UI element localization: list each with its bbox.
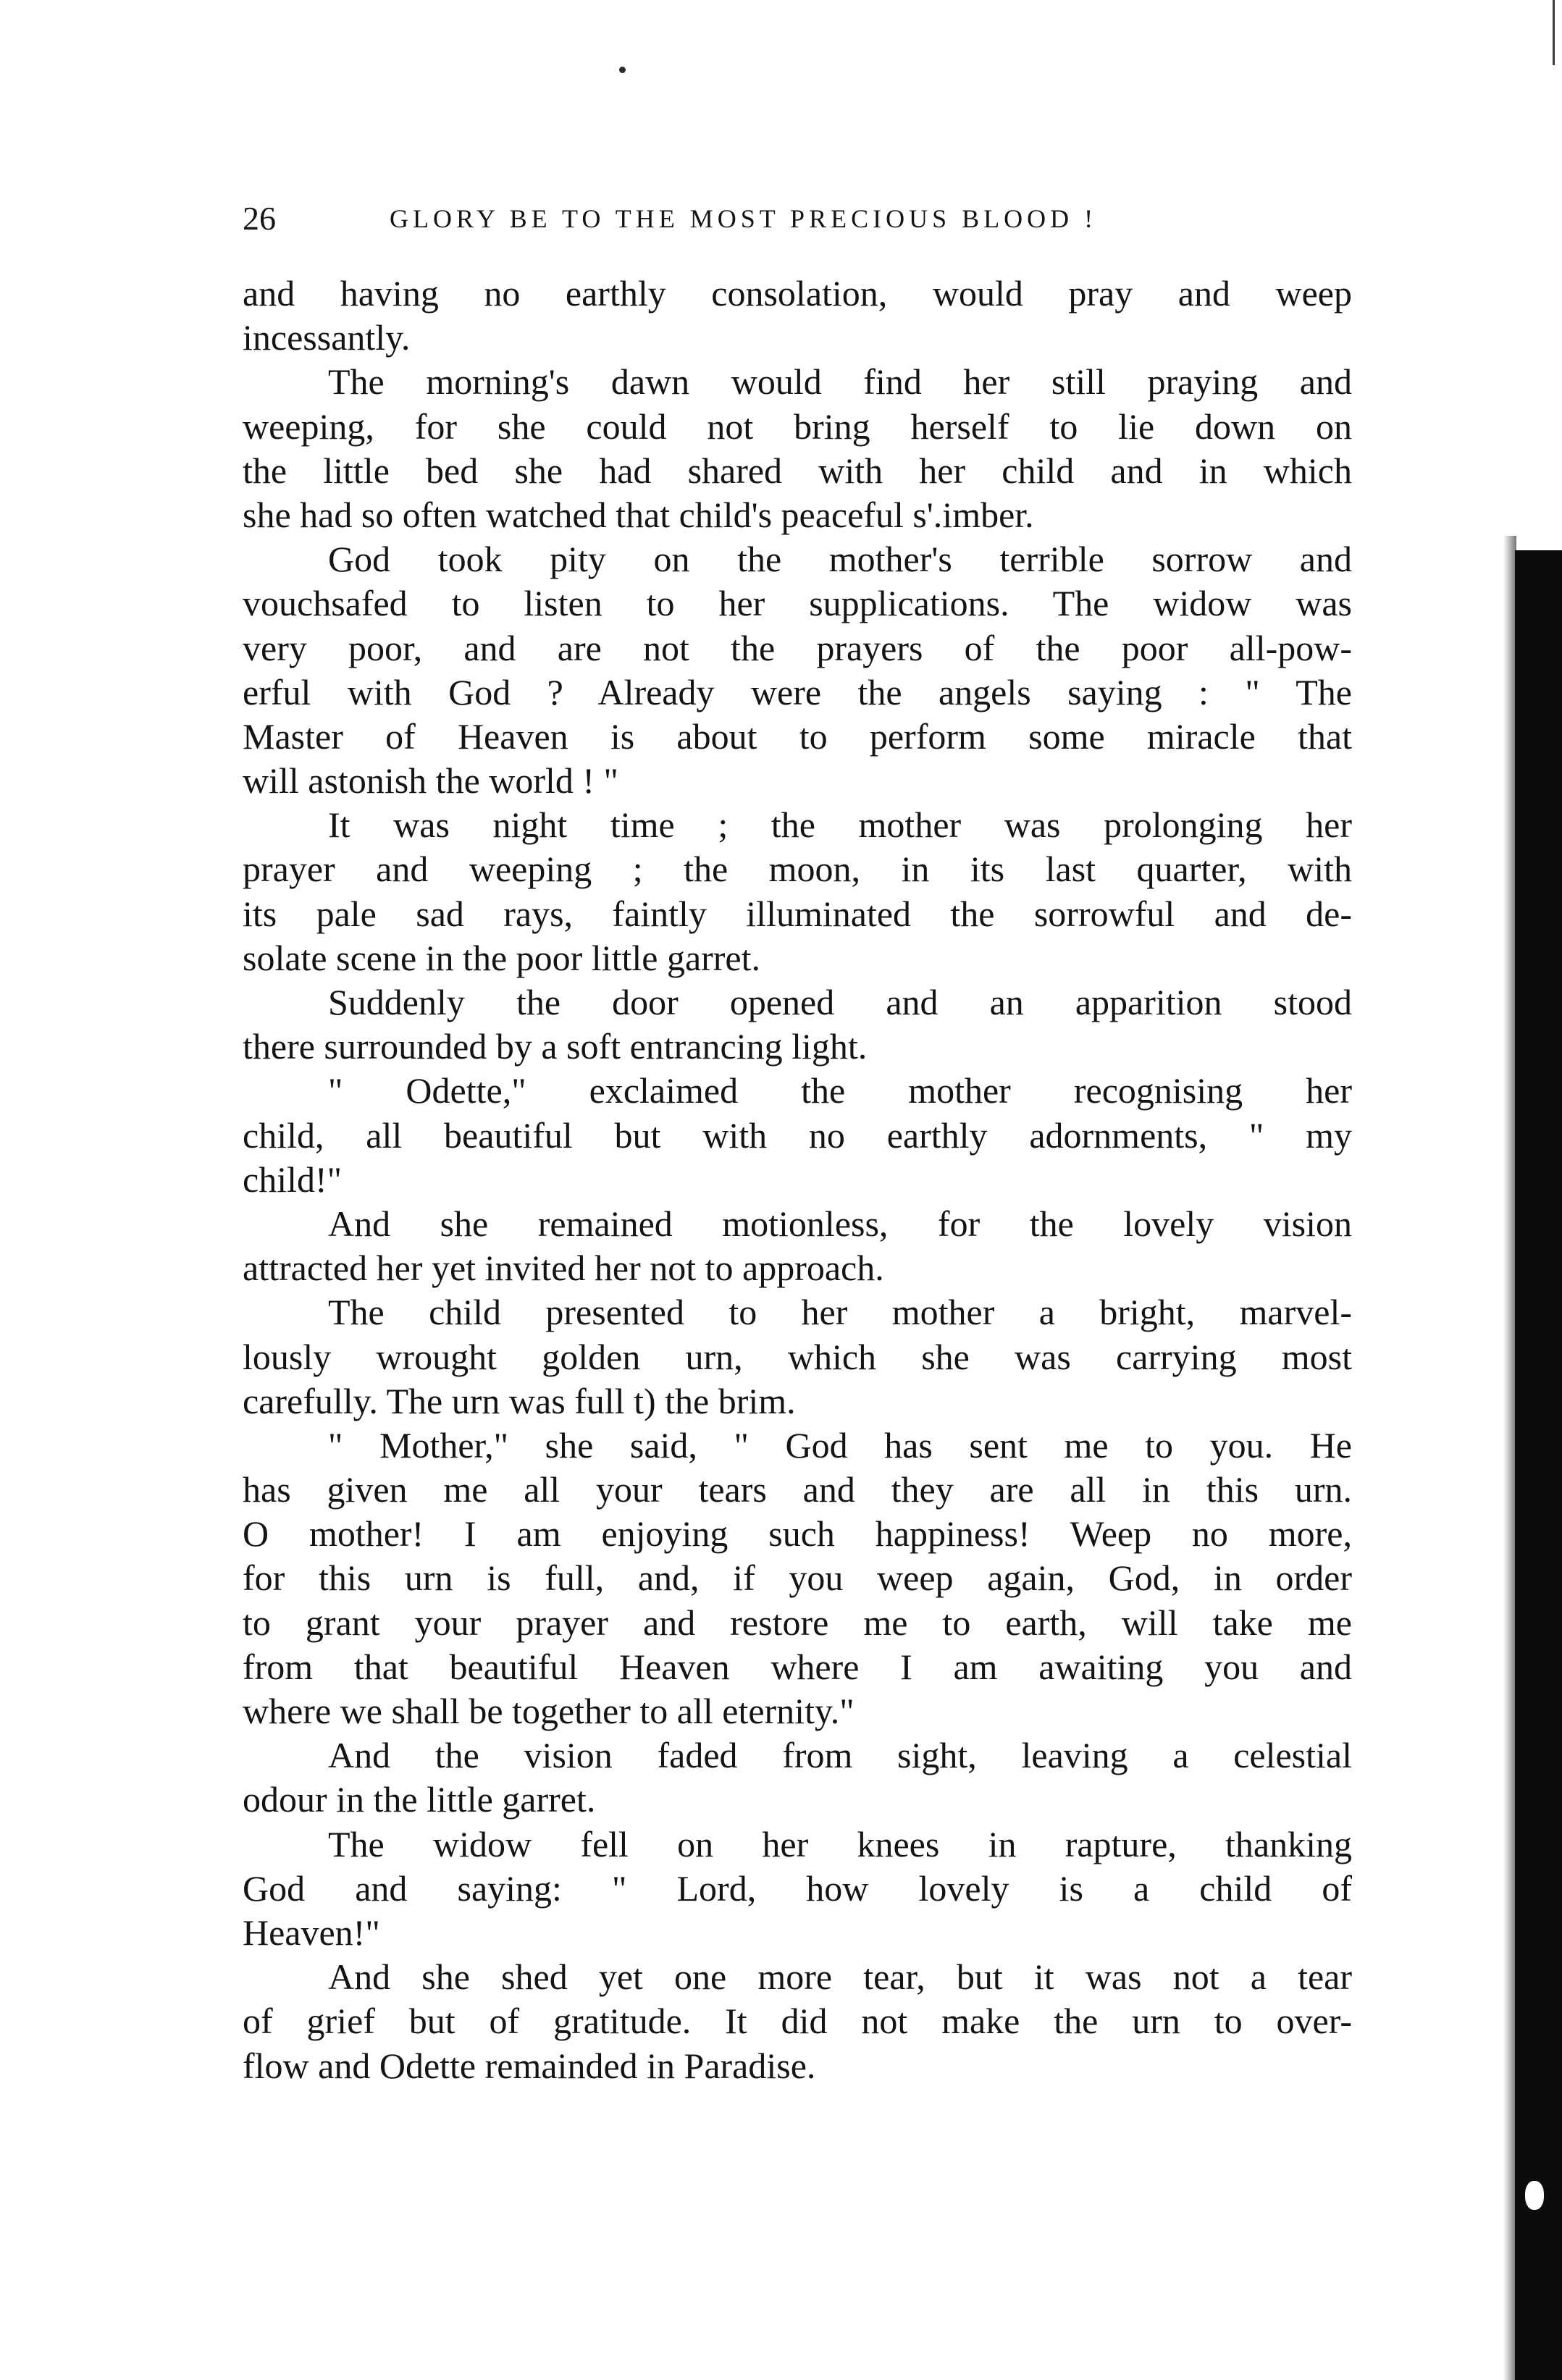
scan-speck — [619, 67, 626, 73]
text-line: carefully. The urn was full t) the brim. — [243, 1380, 796, 1421]
text-line: odour in the little garret. — [243, 1779, 596, 1820]
body-text — [243, 272, 1352, 2088]
text-line: of grief but of gratitude. It did not make the urn to over- — [243, 2001, 1352, 2042]
text-line: has given me all your tears and they are all in this urn. — [243, 1469, 1352, 1510]
binding-edge-mark — [1525, 2181, 1544, 2210]
text-line: Master of Heaven is about to perform some miracle that — [243, 715, 1352, 757]
text-line: And the vision faded from sight, leaving a celestial — [328, 1735, 1352, 1776]
text-line: The morning's dawn would find her still praying and — [328, 361, 1352, 403]
text-line: flow and Odette remainded in Paradise. — [243, 2045, 816, 2086]
text-line: Heaven!" — [243, 1912, 380, 1953]
text-line: weeping, for she could not bring herself to lie down on — [243, 405, 1352, 447]
text-line: God and saying: " Lord, how lovely is a child of — [243, 1867, 1352, 1909]
text-line: its pale sad rays, faintly illuminated the sorrowful and de- — [243, 893, 1352, 934]
text-line: vouchsafed to listen to her supplications. The widow was — [243, 583, 1352, 624]
text-line: prayer and weeping ; the moon, in its last quarter, with — [243, 849, 1352, 890]
text-line: from that beautiful Heaven where I am awaiting you and — [243, 1646, 1352, 1687]
text-line: God took pity on the mother's terrible sorrow and — [328, 539, 1352, 580]
scan-edge-hairline — [1553, 0, 1555, 65]
text-line: child!" — [243, 1159, 343, 1200]
text-line: And she remained motionless, for the lovely vision — [328, 1203, 1352, 1244]
text-line: O mother! I am enjoying such happiness! Weep no more, — [243, 1513, 1352, 1555]
text-line: And she shed yet one more tear, but it was not a tear — [328, 1956, 1352, 1998]
text-line: incessantly. — [243, 317, 411, 358]
page-number: 26 — [243, 200, 276, 237]
text-line: solate scene in the poor little garret. — [243, 937, 761, 978]
text-line: there surrounded by a soft entrancing light. — [243, 1026, 868, 1067]
text-line: child, all beautiful but with no earthly adornments, " my — [243, 1114, 1352, 1156]
text-line: to grant your prayer and restore me to earth, will take me — [243, 1602, 1352, 1643]
text-line: and having no earthly consolation, would pray and weep — [243, 273, 1352, 314]
text-line: " Odette," exclaimed the mother recognising her — [328, 1070, 1352, 1111]
text-line: erful with God ? Already were the angels saying : " The — [243, 671, 1352, 712]
text-line: " Mother," she said, " God has sent me to you. He — [328, 1424, 1352, 1466]
text-line: she had so often watched that child's peaceful s'.imber. — [243, 494, 1034, 535]
text-line: for this urn is full, and, if you weep again, God, in order — [243, 1557, 1352, 1599]
text-line: very poor, and are not the prayers of the poor all-pow- — [243, 627, 1352, 668]
binding-shadow-strip — [1515, 550, 1562, 2380]
running-head — [243, 197, 1351, 240]
text-line: The widow fell on her knees in rapture, thanking — [328, 1823, 1352, 1864]
text-line: Suddenly the door opened and an apparition stood — [328, 982, 1352, 1022]
text-line: will astonish the world ! " — [243, 760, 618, 802]
text-line: attracted her yet invited her not to approach. — [243, 1248, 884, 1289]
text-line: The child presented to her mother a bright, marvel- — [328, 1292, 1352, 1333]
text-line: lously wrought golden urn, which she was carrying most — [243, 1336, 1352, 1377]
text-line: the little bed she had shared with her child and in which — [243, 450, 1352, 491]
text-line: where we shall be together to all eternity." — [243, 1691, 855, 1731]
running-head-title: GLORY BE TO THE MOST PRECIOUS BLOOD ! — [390, 204, 1098, 233]
text-line: It was night time ; the mother was prolonging her — [328, 804, 1352, 846]
